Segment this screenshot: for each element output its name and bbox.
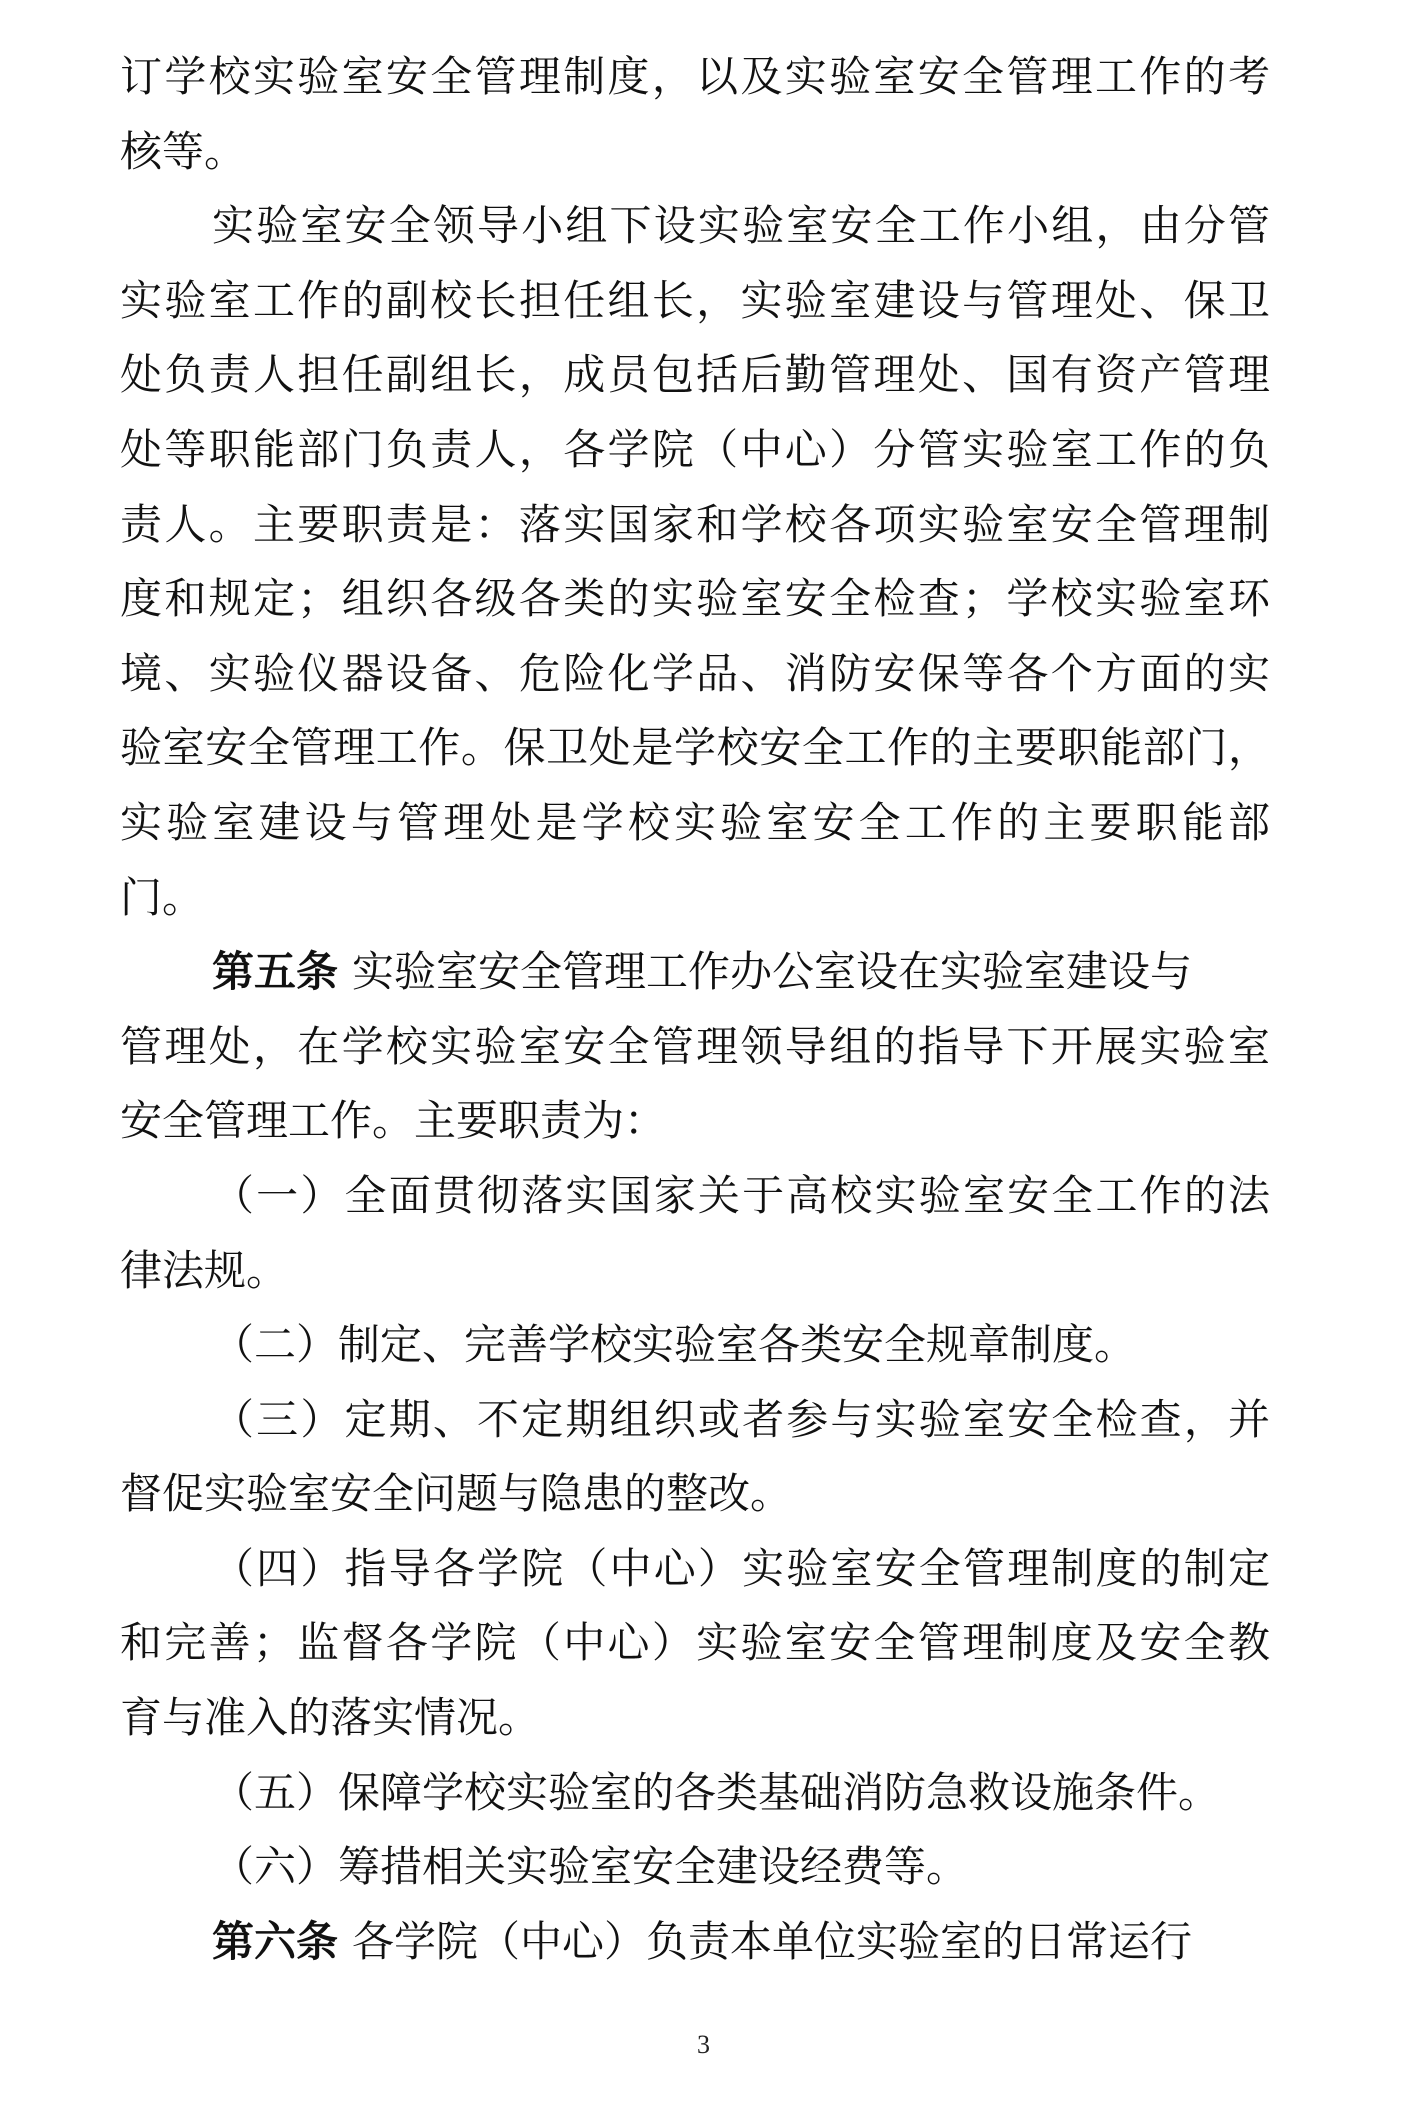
text-line: 订学校实验室安全管理制度，以及实验室安全管理工作的考 bbox=[120, 52, 1270, 101]
text-line: 度和规定；组织各级各类的实验室安全检查；学校实验室环 bbox=[120, 574, 1270, 624]
article-5-first-line bbox=[120, 935, 1270, 1010]
list-item: （一）全面贯彻落实国家关于高校实验室安全工作的法 bbox=[212, 1170, 1270, 1220]
text-line: 验室安全管理工作。保卫处是学校安全工作的主要职能部门， bbox=[120, 723, 1270, 773]
paragraph-start-line: 实验室安全领导小组下设实验室安全工作小组，由分管 bbox=[212, 201, 1270, 251]
text-line: 育与准入的落实情况。 bbox=[120, 1693, 541, 1743]
text-line: 律法规。 bbox=[120, 1245, 289, 1295]
article-5-text: 实验室安全管理工作办公室设在实验室建设与 bbox=[352, 947, 1193, 997]
list-item: （二）制定、完善学校实验室各类安全规章制度。 bbox=[212, 1320, 1137, 1370]
text-line: 核等。 bbox=[120, 126, 247, 176]
text-line: 管理处，在学校实验室安全管理领导组的指导下开展实验室 bbox=[120, 1021, 1270, 1071]
list-item: （三）定期、不定期组织或者参与实验室安全检查，并 bbox=[212, 1394, 1270, 1444]
article-5-heading: 第五条 bbox=[212, 947, 339, 997]
text-line: 实验室工作的副校长担任组长，实验室建设与管理处、保卫 bbox=[120, 275, 1270, 325]
document-body bbox=[120, 40, 1270, 1979]
list-item: （六）筹措相关实验室安全建设经费等。 bbox=[212, 1842, 969, 1892]
list-item: （五）保障学校实验室的各类基础消防急救设施条件。 bbox=[212, 1767, 1221, 1817]
text-line: 和完善；监督各学院（中心）实验室安全管理制度及安全教 bbox=[120, 1618, 1270, 1668]
text-line: 处等职能部门负责人，各学院（中心）分管实验室工作的负 bbox=[120, 424, 1270, 474]
article-6-text: 各学院（中心）负责本单位实验室的日常运行 bbox=[352, 1916, 1193, 1966]
text-line: 境、实验仪器设备、危险化学品、消防安保等各个方面的实 bbox=[120, 648, 1270, 698]
text-line: 门。 bbox=[120, 872, 205, 922]
text-line: 处负责人担任副组长，成员包括后勤管理处、国有资产管理 bbox=[120, 350, 1270, 400]
article-6-first-line bbox=[120, 1905, 1270, 1980]
page-number: 3 bbox=[697, 2030, 710, 2059]
article-6-heading: 第六条 bbox=[212, 1916, 339, 1966]
list-item: （四）指导各学院（中心）实验室安全管理制度的制定 bbox=[212, 1543, 1270, 1593]
text-line: 实验室建设与管理处是学校实验室安全工作的主要职能部 bbox=[120, 797, 1270, 847]
text-line: 督促实验室安全问题与隐患的整改。 bbox=[120, 1469, 793, 1519]
text-line: 责人。主要职责是：落实国家和学校各项实验室安全管理制 bbox=[120, 499, 1270, 549]
text-line: 安全管理工作。主要职责为： bbox=[120, 1096, 667, 1146]
